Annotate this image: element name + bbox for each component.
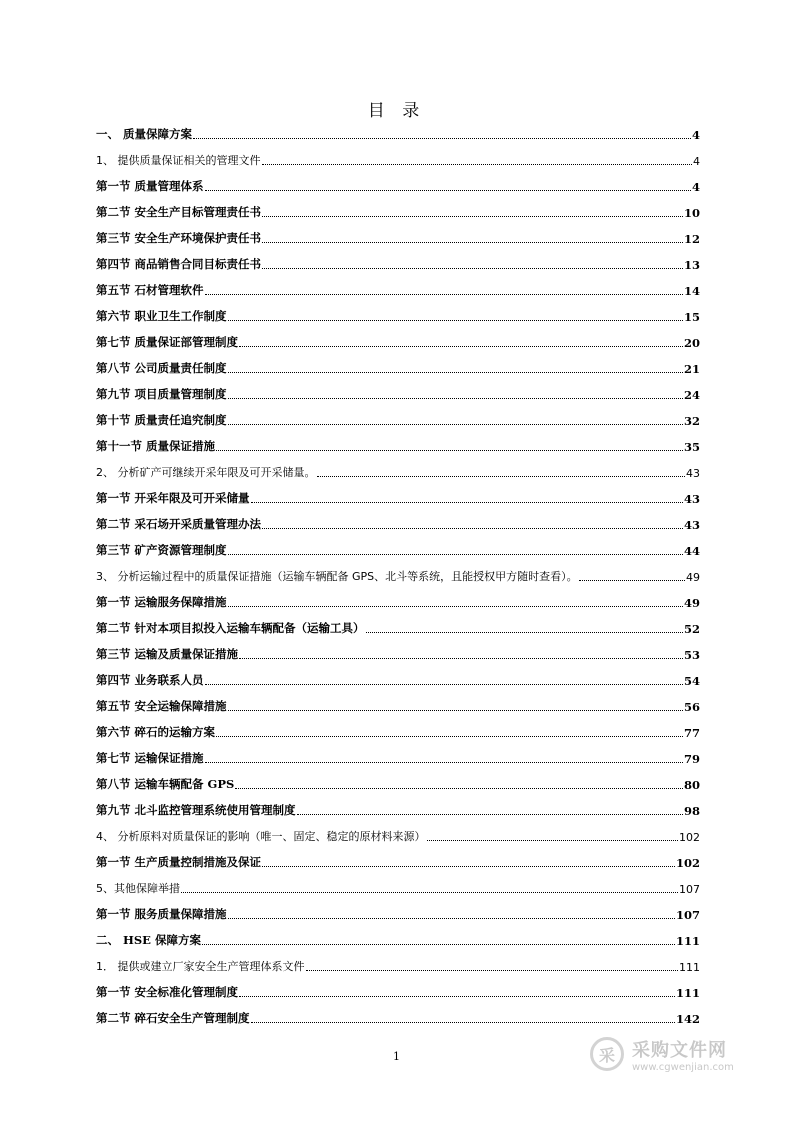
toc-entry-page: 15 bbox=[683, 310, 700, 324]
toc-entry-page: 43 bbox=[683, 518, 700, 532]
page-title: 目 录 bbox=[367, 101, 426, 121]
toc-entry-title: 第二节 采石场开采质量管理办法 bbox=[96, 517, 262, 531]
toc-entry-title: 第三节 运输及质量保证措施 bbox=[96, 647, 239, 661]
toc-leader-dots bbox=[205, 684, 683, 685]
toc-entry-page: 53 bbox=[683, 648, 700, 662]
toc-leader-dots bbox=[262, 164, 693, 165]
toc-entry-title: 第五节 石材管理软件 bbox=[96, 283, 204, 297]
toc-entry-page: 102 bbox=[679, 831, 700, 844]
toc-entry-page: 98 bbox=[683, 804, 700, 818]
toc-leader-dots bbox=[205, 190, 691, 191]
toc-entry[interactable] bbox=[96, 485, 700, 511]
toc-leader-dots bbox=[216, 736, 683, 737]
toc-entry-page: 20 bbox=[683, 336, 700, 350]
toc-leader-dots bbox=[228, 320, 683, 321]
toc-entry-title: 第二节 针对本项目拟投入运输车辆配备（运输工具） bbox=[96, 621, 365, 635]
toc-entry[interactable] bbox=[96, 823, 700, 849]
toc-entry[interactable] bbox=[96, 797, 700, 823]
page-number: 1 bbox=[393, 1050, 400, 1063]
toc-entry-title: 第一节 生产质量控制措施及保证 bbox=[96, 855, 262, 869]
toc-leader-dots bbox=[239, 346, 683, 347]
toc-entry-page: 111 bbox=[675, 934, 700, 948]
toc-entry[interactable] bbox=[96, 277, 700, 303]
toc-entry-title: 1． 提供或建立厂家安全生产管理体系文件 bbox=[96, 960, 305, 973]
toc-entry-title: 第十节 质量责任追究制度 bbox=[96, 413, 227, 427]
toc-entry-page: 21 bbox=[683, 362, 700, 376]
toc-entry-title: 第三节 安全生产环境保护责任书 bbox=[96, 231, 262, 245]
toc-entry-title: 3、 分析运输过程中的质量保证措施（运输车辆配备 GPS、北斗等系统，且能授权甲方随时查看）。 bbox=[96, 570, 578, 583]
toc-leader-dots bbox=[262, 528, 683, 529]
toc-leader-dots bbox=[317, 476, 686, 477]
toc-entry[interactable] bbox=[96, 667, 700, 693]
toc-entry-page: 43 bbox=[686, 467, 700, 480]
toc-entry-page: 24 bbox=[683, 388, 700, 402]
toc-entry[interactable] bbox=[96, 875, 700, 901]
toc-entry[interactable] bbox=[96, 329, 700, 355]
toc-leader-dots bbox=[228, 398, 683, 399]
toc-entry[interactable] bbox=[96, 225, 700, 251]
toc-entry-title: 第六节 职业卫生工作制度 bbox=[96, 309, 227, 323]
watermark-name: 采购文件网 bbox=[632, 1039, 727, 1061]
toc-leader-dots bbox=[262, 866, 675, 867]
toc-entry[interactable] bbox=[96, 979, 700, 1005]
toc-entry-title: 5、其他保障举措 bbox=[96, 882, 180, 895]
toc-entry-title: 第一节 运输服务保障措施 bbox=[96, 595, 227, 609]
toc-entry-page: 107 bbox=[675, 908, 700, 922]
toc-entry[interactable] bbox=[96, 563, 700, 589]
toc-entry-page: 32 bbox=[683, 414, 700, 428]
toc-entry[interactable] bbox=[96, 953, 700, 979]
toc-entry[interactable] bbox=[96, 355, 700, 381]
toc-entry[interactable] bbox=[96, 147, 700, 173]
toc-entry-page: 43 bbox=[683, 492, 700, 506]
toc-entry[interactable] bbox=[96, 381, 700, 407]
toc-leader-dots bbox=[228, 918, 675, 919]
toc-entry-page: 111 bbox=[675, 986, 700, 1000]
toc-leader-dots bbox=[297, 814, 683, 815]
toc-entry-title: 第五节 安全运输保障措施 bbox=[96, 699, 227, 713]
toc-entry-title: 第一节 服务质量保障措施 bbox=[96, 907, 227, 921]
toc-entry-title: 第四节 商品销售合同目标责任书 bbox=[96, 257, 262, 271]
toc-entry[interactable] bbox=[96, 407, 700, 433]
toc-entry-title: 二、 HSE 保障方案 bbox=[96, 933, 201, 947]
toc-entry-title: 第三节 矿产资源管理制度 bbox=[96, 543, 227, 557]
toc-entry-title: 第十一节 质量保证措施 bbox=[96, 439, 216, 453]
toc-entry-page: 13 bbox=[683, 258, 700, 272]
toc-leader-dots bbox=[228, 554, 683, 555]
toc-entry-page: 10 bbox=[683, 206, 700, 220]
toc-leader-dots bbox=[239, 996, 675, 997]
toc-leader-dots bbox=[262, 216, 683, 217]
toc-leader-dots bbox=[251, 1022, 675, 1023]
toc-leader-dots bbox=[251, 502, 683, 503]
toc-entry[interactable] bbox=[96, 121, 700, 147]
toc-entry-title: 第七节 运输保证措施 bbox=[96, 751, 204, 765]
watermark-logo-icon: 采 bbox=[590, 1037, 624, 1071]
toc-entry-page: 49 bbox=[683, 596, 700, 610]
toc-leader-dots bbox=[205, 294, 683, 295]
toc-entry-title: 2、 分析矿产可继续开采年限及可开采储量。 bbox=[96, 466, 316, 479]
toc-entry-page: 102 bbox=[675, 856, 700, 870]
toc-entry-title: 第七节 质量保证部管理制度 bbox=[96, 335, 239, 349]
toc-leader-dots bbox=[202, 944, 675, 945]
toc-entry[interactable] bbox=[96, 459, 700, 485]
toc-entry-title: 第八节 运输车辆配备 GPS bbox=[96, 777, 235, 791]
toc-entry-title: 第一节 安全标准化管理制度 bbox=[96, 985, 239, 999]
toc-entry[interactable] bbox=[96, 901, 700, 927]
toc-entry[interactable] bbox=[96, 1005, 700, 1031]
toc-entry[interactable] bbox=[96, 745, 700, 771]
toc-leader-dots bbox=[239, 658, 683, 659]
toc-entry-page: 56 bbox=[683, 700, 700, 714]
toc-entry-page: 111 bbox=[679, 961, 700, 974]
toc-entry-page: 49 bbox=[686, 571, 700, 584]
toc-entry[interactable] bbox=[96, 641, 700, 667]
toc-leader-dots bbox=[228, 710, 683, 711]
toc-entry-title: 第六节 碎石的运输方案 bbox=[96, 725, 216, 739]
toc-entry-page: 79 bbox=[683, 752, 700, 766]
toc-leader-dots bbox=[262, 268, 683, 269]
watermark bbox=[590, 1030, 760, 1078]
toc-leader-dots bbox=[181, 892, 678, 893]
toc-leader-dots bbox=[427, 840, 679, 841]
toc-entry[interactable] bbox=[96, 719, 700, 745]
toc-entry-page: 44 bbox=[683, 544, 700, 558]
toc-entry-page: 35 bbox=[683, 440, 700, 454]
toc-entry[interactable] bbox=[96, 849, 700, 875]
toc-entry-title: 第一节 质量管理体系 bbox=[96, 179, 204, 193]
toc-leader-dots bbox=[193, 138, 691, 139]
toc-entry-title: 第九节 北斗监控管理系统使用管理制度 bbox=[96, 803, 296, 817]
toc-entry[interactable] bbox=[96, 537, 700, 563]
toc-entry-page: 4 bbox=[691, 180, 700, 194]
toc-leader-dots bbox=[228, 606, 683, 607]
toc-leader-dots bbox=[228, 424, 683, 425]
toc-entry-title: 一、 质量保障方案 bbox=[96, 127, 193, 141]
toc-entry-title: 第八节 公司质量责任制度 bbox=[96, 361, 227, 375]
toc-entry-page: 54 bbox=[683, 674, 700, 688]
toc-entry-page: 77 bbox=[683, 726, 700, 740]
toc-leader-dots bbox=[216, 450, 683, 451]
toc-entry[interactable] bbox=[96, 589, 700, 615]
toc-entry-title: 第二节 安全生产目标管理责任书 bbox=[96, 205, 262, 219]
toc-leader-dots bbox=[306, 970, 679, 971]
toc-entry-title: 第一节 开采年限及可开采储量 bbox=[96, 491, 250, 505]
watermark-url: www.cgwenjian.com bbox=[632, 1061, 734, 1073]
table-of-contents bbox=[96, 121, 700, 1031]
toc-leader-dots bbox=[205, 762, 683, 763]
toc-entry[interactable] bbox=[96, 433, 700, 459]
toc-entry-title: 第九节 项目质量管理制度 bbox=[96, 387, 227, 401]
toc-entry-page: 80 bbox=[683, 778, 700, 792]
toc-leader-dots bbox=[228, 372, 683, 373]
toc-entry[interactable] bbox=[96, 173, 700, 199]
toc-entry-page: 14 bbox=[683, 284, 700, 298]
toc-entry-page: 142 bbox=[675, 1012, 700, 1026]
toc-entry-title: 第四节 业务联系人员 bbox=[96, 673, 204, 687]
toc-leader-dots bbox=[262, 242, 683, 243]
toc-leader-dots bbox=[366, 632, 683, 633]
toc-entry-page: 4 bbox=[691, 128, 700, 142]
toc-entry[interactable] bbox=[96, 615, 700, 641]
toc-entry[interactable] bbox=[96, 199, 700, 225]
toc-entry[interactable] bbox=[96, 693, 700, 719]
toc-entry-title: 第二节 碎石安全生产管理制度 bbox=[96, 1011, 250, 1025]
toc-entry-page: 12 bbox=[683, 232, 700, 246]
toc-entry-page: 52 bbox=[683, 622, 700, 636]
toc-entry[interactable] bbox=[96, 251, 700, 277]
toc-entry[interactable] bbox=[96, 927, 700, 953]
toc-entry[interactable] bbox=[96, 303, 700, 329]
toc-leader-dots bbox=[579, 580, 685, 581]
toc-entry-page: 107 bbox=[679, 883, 700, 896]
toc-leader-dots bbox=[235, 788, 683, 789]
toc-entry[interactable] bbox=[96, 511, 700, 537]
toc-entry-title: 4、 分析原料对质量保证的影响（唯一、固定、稳定的原材料来源） bbox=[96, 830, 426, 843]
toc-entry-page: 4 bbox=[693, 155, 700, 168]
toc-entry-title: 1、 提供质量保证相关的管理文件 bbox=[96, 154, 261, 167]
toc-entry[interactable] bbox=[96, 771, 700, 797]
